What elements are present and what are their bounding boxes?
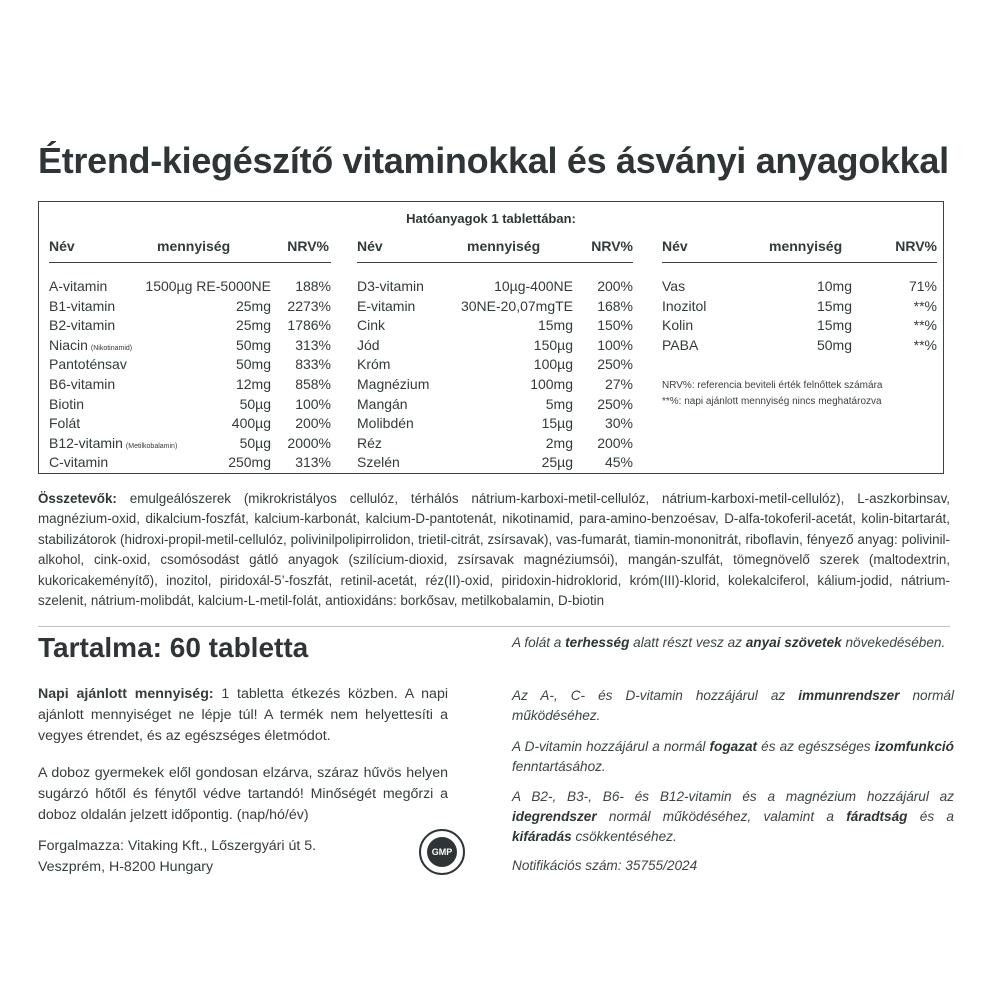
nutrient-amount: 1500µg RE-5000NE [145,278,271,294]
claim-folate [512,633,954,653]
nutrient-nrv: **% [913,297,937,314]
header-name: Név [662,238,688,254]
nutrient-amount: 25µg [541,454,573,471]
claim-immune [512,686,954,726]
table-column-3 [662,238,937,353]
nutrient-name [357,298,415,314]
nutrient-name-text: Pantoténsav [49,356,127,373]
nutrient-name [357,356,390,372]
table-row [357,317,633,337]
rows-column-1 [49,278,331,474]
table-row [662,298,937,318]
table-row [49,396,331,416]
nutrient-nrv: 200% [597,434,633,451]
nutrient-name-text: D3-vitamin [357,278,424,294]
nutrient-name-text: Folát [49,415,81,432]
nutrient-amount: 15µg [541,415,573,432]
claim-emphasis: anyai szövetek [745,635,842,650]
nutrient-name-text: Molibdén [357,415,414,432]
nutrient-name [662,317,693,333]
claim-text: A D-vitamin hozzájárul a normál [512,739,710,754]
nutrient-name-text: C-vitamin [49,454,109,471]
nutrient-nrv: 100% [295,395,331,412]
nutrient-amount: 15mg [537,317,573,334]
nutrient-name [662,337,698,353]
nutrient-form: (Metilkobalamin) [125,442,178,450]
header-divider [357,262,633,263]
table-row [357,454,633,474]
nutrient-name [49,317,115,333]
nutrient-name [49,454,108,470]
nutrient-nrv: 30% [604,415,633,432]
column-header [357,238,631,258]
nutrient-nrv: **% [913,336,937,353]
table-row [357,376,633,396]
claim-emphasis: izomfunkció [874,739,954,754]
nutrient-name-text: E-vitamin [357,297,416,314]
claim-emphasis: immunrendszer [798,688,900,703]
nutrient-amount: 25mg [235,297,271,314]
claim-text: és az egészséges [757,739,875,754]
nutrient-nrv: 833% [295,356,331,373]
page-title: Étrend-kiegészítő vitaminokkal és ásványi anyagokkal [38,140,949,181]
table-row [357,337,633,357]
nutrient-amount: 50µg [239,395,271,412]
nutrient-name [49,337,132,353]
nutrient-name-text: B6-vitamin [49,375,116,392]
nutrient-amount: 100mg [530,375,573,392]
nutrient-amount: 50mg [235,356,271,373]
nutrient-amount: 100µg [533,356,573,373]
table-row [49,298,331,318]
nutrient-name-text: Magnézium [357,375,430,392]
nutrient-nrv: 200% [295,415,331,432]
table-row [662,278,937,298]
claim-text: fenntartásához. [512,759,606,774]
claim-emphasis: kifáradás [512,829,572,844]
nutrient-name [49,298,115,314]
undefined-nrv-note: **%: napi ajánlott mennyiség nincs meghatározva [662,396,882,407]
nutrient-amount: 15mg [816,297,852,314]
header-nrv: NRV% [591,238,633,254]
nutrient-nrv: 100% [597,336,633,353]
table-row [357,278,633,298]
table-row [49,278,331,298]
nutrient-name [49,435,177,451]
header-divider [49,262,331,263]
distributor-info [38,836,398,878]
table-row [662,337,937,357]
table-row [49,435,331,455]
nutrient-name-text: Szelén [357,454,400,471]
claim-text: Az A-, C- és D-vitamin hozzájárul az [512,688,799,703]
distributor-line-2: Veszprém, H-8200 Hungary [38,859,214,875]
storage-paragraph: A doboz gyermekek elől gondosan elzárva, száraz hűvös helyen sugárzó hőtől és fénytől védve tartandó! Minőségét megőrzi a doboz oldalán jelzett időpontig. (nap/hó/év) [38,765,448,823]
header-name: Név [357,238,383,254]
claim-text: normál működéséhez, valamint a [596,809,847,824]
nutrient-name-text: PABA [662,336,699,353]
nutrient-name-text: B2-vitamin [49,317,116,334]
claim-text: normál működéséhez. [512,688,954,723]
nutrient-nrv: 71% [908,278,937,294]
nutrient-name-text: Inozitol [662,297,707,314]
nutrient-name-text: Biotin [49,395,85,412]
nutrient-nrv: 1786% [287,317,331,334]
table-row [49,415,331,435]
nutrient-name [49,278,107,294]
nutrient-nrv: 2000% [287,434,331,451]
nutrient-amount: 400µg [231,415,271,432]
claim-vitamin-d [512,737,954,777]
nutrient-name-text: Króm [357,356,391,373]
ingredients-paragraph [38,489,950,611]
nutrient-amount: 30NE-20,07mgTE [460,297,573,314]
nutrient-name [662,278,685,294]
header-amount: mennyiség [769,238,843,254]
table-row [357,435,633,455]
ingredients-text: emulgeálószerek (mikrokristályos cellulóz, térhálós nátrium-karboxi-metil-cellulóz, nátrium-karboxi-metil-cellulóz), L-aszkorbinsav, magnézium-oxid, dikalcium-foszfát, kalcium-karbonát, kalcium-D-pantotenát, nikotinamid, para-amino-benzoésav, D-alfa-tokoferil-acetát, kolin-bitartarát, stabilizátorok (hidroxi-propil-metil-cellulóz, polivinilpolipirrolidon, trietil-citrát, zsírsavak), vas-fumarát, tiamin-mononitrát, riboflavin, fényező anyag: polivinil-alkohol, cink-oxid, csomósodást gátló anyagok (szilícium-dioxid, zsírsavak magnéziumsói), mangán-szulfát, tömegnövelő szerek (maltodextrin, kukoricakeményítő), inozitol, piridoxál-5’-foszfát, retinil-acetát, réz(II)-oxid, piridoxin-hidroklorid, króm(III)-klorid, kolekalciferol, kálium-jodid, nátrium-szelenit, nátrium-molibdát, kalcium-L-metil-folát, antioxidáns: borkősav, metilkobalamin, D-biotin [38,491,950,609]
rows-column-2 [357,278,633,474]
nutrient-name [49,356,127,372]
nutrient-name-text: Vas [662,278,686,294]
nutrient-amount: 15mg [816,317,852,334]
nutrient-name-text: B1-vitamin [49,297,116,314]
table-row [357,396,633,416]
nutrient-nrv: 250% [597,395,633,412]
table-caption: Hatóanyagok 1 tablettában: [406,211,576,226]
nutrient-form: (Nikotinamid) [90,344,133,352]
header-nrv: NRV% [287,238,329,254]
nutrient-name-text: Niacin [49,336,88,353]
claim-emphasis: fáradtság [846,809,908,824]
nutrient-nrv: 188% [295,278,331,294]
claim-text: növekedésében. [841,635,946,650]
nutrient-name-text: Kolin [662,317,694,334]
nutrient-amount: 5mg [545,395,573,412]
dosage-text: 1 tabletta étkezés közben. A napi ajánlott mennyiséget ne lépje túl! A termék nem helyettesíti a vegyes étrendet, és az egészséges életmódot. [38,686,448,744]
table-row [49,454,331,474]
nutrient-amount: 25mg [235,317,271,334]
nutrient-amount: 50µg [239,434,271,451]
header-amount: mennyiség [467,238,541,254]
nutrient-nrv: 150% [597,317,633,334]
claim-text: és a [907,809,954,824]
nrv-note: NRV%: referencia beviteli érték felnőttek számára [662,380,883,391]
claim-emphasis: terhesség [565,635,630,650]
distributor-line-1: Forgalmazza: Vitaking Kft., Lőszergyári út 5. [38,838,317,854]
nutrient-name-text: A-vitamin [49,278,108,294]
nutrient-name-text: B12-vitamin [49,434,123,451]
nutrient-nrv: 858% [295,375,331,392]
nutrient-name [357,376,429,392]
nutrient-nrv: **% [913,317,937,334]
notification-number: Notifikációs szám: 35755/2024 [512,858,698,873]
nutrient-name [357,435,382,451]
nutrient-name-text: Réz [357,434,382,451]
header-amount: mennyiség [157,238,231,254]
nutrient-amount: 10µg-400NE [494,278,573,294]
ingredients-label: Összetevők: [38,491,117,506]
nutrition-table [38,201,944,474]
table-row [49,337,331,357]
nutrient-name-text: Cink [357,317,386,334]
nutrient-amount: 250mg [228,454,271,471]
table-notes [662,378,882,410]
claim-text: alatt részt vesz az [629,635,746,650]
nutrient-name [49,415,80,431]
gmp-label: GMP [427,837,457,867]
nutrient-nrv: 313% [295,454,331,471]
column-header [49,238,327,258]
nutrient-amount: 50mg [816,336,852,353]
nutrient-nrv: 2273% [287,297,331,314]
nutrient-nrv: 313% [295,336,331,353]
claim-emphasis: fogazat [709,739,758,754]
claim-nervous-system [512,787,954,847]
table-column-2 [357,238,633,471]
nutrient-name [357,454,400,470]
nutrient-amount: 50mg [235,336,271,353]
nutrient-name [662,298,706,314]
nutrient-name [49,396,84,412]
nutrient-amount: 10mg [816,278,852,294]
nutrient-name [49,376,115,392]
nutrient-amount: 2mg [545,434,573,451]
table-row [357,298,633,318]
claim-text: csökkentéséhez. [571,829,677,844]
nutrient-name-text: Mangán [357,395,408,412]
nutrient-nrv: 168% [597,297,633,314]
nutrient-amount: 150µg [533,336,573,353]
nutrient-name [357,337,380,353]
header-divider [662,262,937,263]
nutrient-name-text: Jód [357,336,380,353]
nutrient-amount: 12mg [235,375,271,392]
header-name: Név [49,238,75,254]
table-row [49,356,331,376]
dosage-paragraph [38,684,448,747]
table-column-1 [49,238,331,471]
claim-text: A B2-, B3-, B6- és B12-vitamin és a magnézium hozzájárul az [512,789,954,804]
table-row [357,415,633,435]
contents-title: Tartalma: 60 tabletta [38,632,309,663]
dosage-label: Napi ajánlott mennyiség: [38,686,214,702]
header-nrv: NRV% [895,238,937,254]
table-row [49,376,331,396]
rows-column-3 [662,278,937,356]
section-divider [38,626,950,627]
nutrient-nrv: 250% [597,356,633,373]
claim-text: A folát a [512,635,566,650]
nutrient-name [357,317,385,333]
nutrient-nrv: 45% [604,454,633,471]
column-header [662,238,937,258]
table-row [49,317,331,337]
nutrient-name [357,415,414,431]
claim-emphasis: idegrendszer [512,809,597,824]
table-row [357,356,633,376]
nutrient-nrv: 27% [604,375,633,392]
gmp-seal-icon [419,829,465,875]
nutrient-nrv: 200% [597,278,633,294]
nutrient-name [357,396,408,412]
nutrient-name [357,278,424,294]
table-row [662,317,937,337]
